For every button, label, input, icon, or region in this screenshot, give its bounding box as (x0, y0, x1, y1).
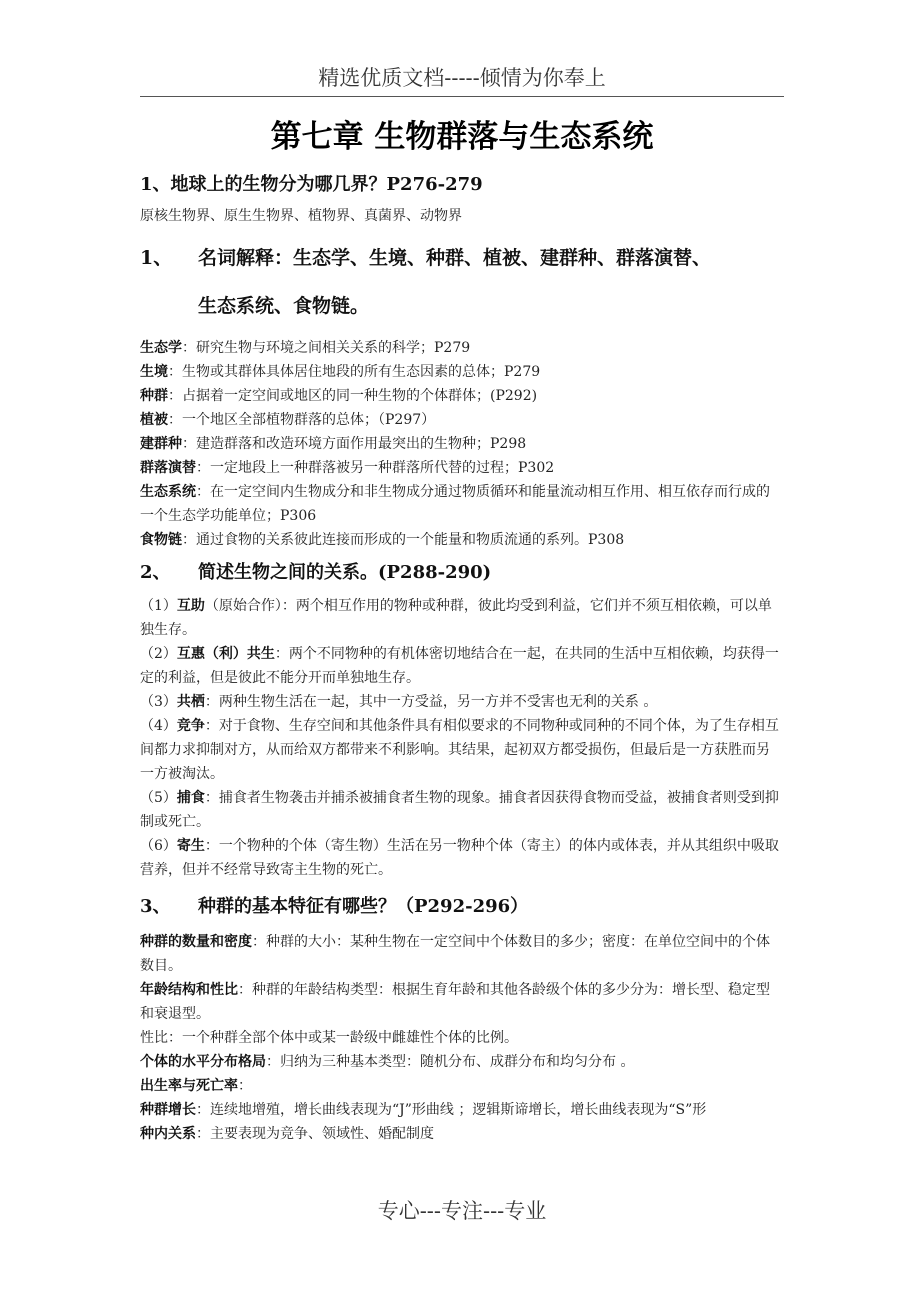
definition-item (140, 408, 780, 432)
relation-item (140, 594, 780, 642)
feature-item (140, 978, 780, 1026)
definition-term: 食物链 (140, 532, 182, 548)
relation-item (140, 786, 780, 834)
definition-text: ：研究生物与环境之间相关关系的科学；P279 (182, 340, 471, 356)
definition-term: 群落演替 (140, 460, 196, 476)
feature-item (140, 930, 780, 978)
definition-text: ：占据着一定空间或地区的同一种生物的个体群体；(P292) (168, 388, 538, 404)
page-title: 第七章 生物群落与生态系统 (270, 119, 654, 155)
feature-text: ：种群的年龄结构类型：根据生育年龄和其他各龄级个体的多少分为：增长型、稳定型和衰退型。 (140, 982, 770, 1022)
definition-term: 生境 (140, 364, 168, 380)
definition-item (140, 336, 780, 360)
question-3-heading-text: 简述生物之间的关系。(P288-290) (198, 562, 492, 583)
relation-index: （2） (140, 646, 177, 662)
question-2-number: 1、 (140, 247, 173, 269)
header-divider (140, 96, 784, 97)
feature-term: 出生率与死亡率 (140, 1078, 238, 1094)
definition-text: ：建造群落和改造环境方面作用最突出的生物种；P298 (182, 436, 527, 452)
definition-text: ：一定地段上一种群落被另一种群落所代替的过程；P302 (196, 460, 555, 476)
page-footer: 专心---专注---专业 (377, 1199, 547, 1223)
relation-term: 互惠（利）共生 (176, 646, 275, 662)
feature-term: 年龄结构和性比 (140, 982, 238, 998)
feature-text: 性比：一个种群全部个体中或某一龄级中雌雄性个体的比例。 (140, 1030, 518, 1046)
relation-text: （原始合作）：两个相互作用的物种或种群，彼此均受到利益，它们并不须互相依赖，可以单独生存。 (140, 598, 772, 638)
question-4-heading-text: 种群的基本特征有哪些？（P292-296） (198, 896, 529, 917)
relation-item (140, 834, 780, 882)
relation-index: （1） (140, 598, 177, 614)
population-features-list (140, 930, 780, 1146)
definition-text: ：一个地区全部植物群落的总体；（P297） (168, 412, 436, 428)
relation-term: 寄生 (176, 838, 205, 854)
relation-item (140, 714, 780, 786)
relation-term: 捕食 (176, 790, 205, 806)
feature-text: ：主要表现为竞争、领域性、婚配制度 (196, 1126, 434, 1142)
definition-term: 生态学 (140, 340, 182, 356)
feature-term: 种内关系 (140, 1126, 196, 1142)
definition-term: 生态系统 (140, 484, 196, 500)
question-1-heading: 1、地球上的生物分为哪几界？P276-279 (140, 174, 483, 195)
question-2-heading-line1: 名词解释：生态学、生境、种群、植被、建群种、群落演替、 (198, 247, 712, 269)
definition-text: ：在一定空间内生物成分和非生物成分通过物质循环和能量流动相互作用、相互依存而行成的一个生态学功能单位；P306 (140, 484, 770, 524)
page-header: 精选优质文档-----倾情为你奉上 (318, 66, 606, 90)
definition-item (140, 384, 780, 408)
question-2-heading (140, 234, 780, 282)
feature-text: ：归纳为三种基本类型：随机分布、成群分布和均匀分布 。 (266, 1054, 635, 1070)
feature-item (140, 1026, 780, 1050)
relation-text: ：两种生物生活在一起，其中一方受益，另一方并不受害也无利的关系 。 (204, 694, 658, 710)
question-1-answer: 原核生物界、原生生物界、植物界、真菌界、动物界 (140, 208, 462, 224)
feature-term: 种群增长 (140, 1102, 196, 1118)
definition-item (140, 480, 780, 528)
question-3-heading (140, 558, 780, 588)
relation-index: （6） (140, 838, 177, 854)
relation-text: ：对于食物、生存空间和其他条件具有相似要求的不同物种或同种的不同个体，为了生存相互间都力求抑制对方，从而给双方都带来不利影响。其结果，起初双方都受损伤，但最后是一方获胜而另一方被淘汰。 (140, 718, 779, 782)
relation-index: （5） (140, 790, 177, 806)
relations-list (140, 594, 780, 882)
feature-term: 个体的水平分布格局 (140, 1054, 266, 1070)
question-4-heading (140, 892, 780, 922)
definition-item (140, 456, 780, 480)
relation-index: （4） (140, 718, 177, 734)
relation-term: 共栖 (176, 694, 205, 710)
definition-item (140, 528, 780, 552)
definition-term: 种群 (140, 388, 168, 404)
question-4-number: 3、 (140, 896, 171, 917)
feature-item (140, 1122, 780, 1146)
question-3-number: 2、 (140, 562, 171, 583)
relation-text: ：两个不同物种的有机体密切地结合在一起，在共同的生活中互相依赖，均获得一定的利益，但是彼此不能分开而单独地生存。 (140, 646, 779, 686)
definitions-list (140, 336, 780, 552)
feature-item (140, 1098, 780, 1122)
feature-item (140, 1050, 780, 1074)
relation-index: （3） (140, 694, 177, 710)
feature-term: 种群的数量和密度 (140, 934, 252, 950)
definition-item (140, 432, 780, 456)
feature-text: ：连续地增殖，增长曲线表现为“J”形曲线 ；逻辑斯谛增长，增长曲线表现为“S”形 (196, 1102, 707, 1118)
relation-term: 竞争 (176, 718, 205, 734)
feature-item (140, 1074, 780, 1098)
relation-term: 互助 (176, 598, 205, 614)
document-body (140, 170, 780, 1146)
definition-text: ：通过食物的关系彼此连接而形成的一个能量和物质流通的系列。P308 (182, 532, 625, 548)
relation-text: ：捕食者生物袭击并捕杀被捕食者生物的现象。捕食者因获得食物而受益，被捕食者则受到抑制或死亡。 (140, 790, 779, 830)
definition-term: 植被 (140, 412, 168, 428)
relation-item (140, 642, 780, 690)
definition-term: 建群种 (140, 436, 182, 452)
relation-text: ：一个物种的个体（寄生物）生活在另一物种个体（寄主）的体内或体表，并从其组织中吸取营养，但并不经常导致寄主生物的死亡。 (140, 838, 779, 878)
definition-item (140, 360, 780, 384)
question-2-heading-line2: 生态系统、食物链。 (198, 295, 370, 317)
relation-item (140, 690, 780, 714)
feature-text: ： (238, 1078, 252, 1094)
definition-text: ：生物或其群体具体居住地段的所有生态因素的总体；P279 (168, 364, 541, 380)
question-2-heading-cont (140, 282, 780, 330)
feature-text: ：种群的大小：某种生物在一定空间中个体数目的多少；密度：在单位空间中的个体数目。 (140, 934, 770, 974)
